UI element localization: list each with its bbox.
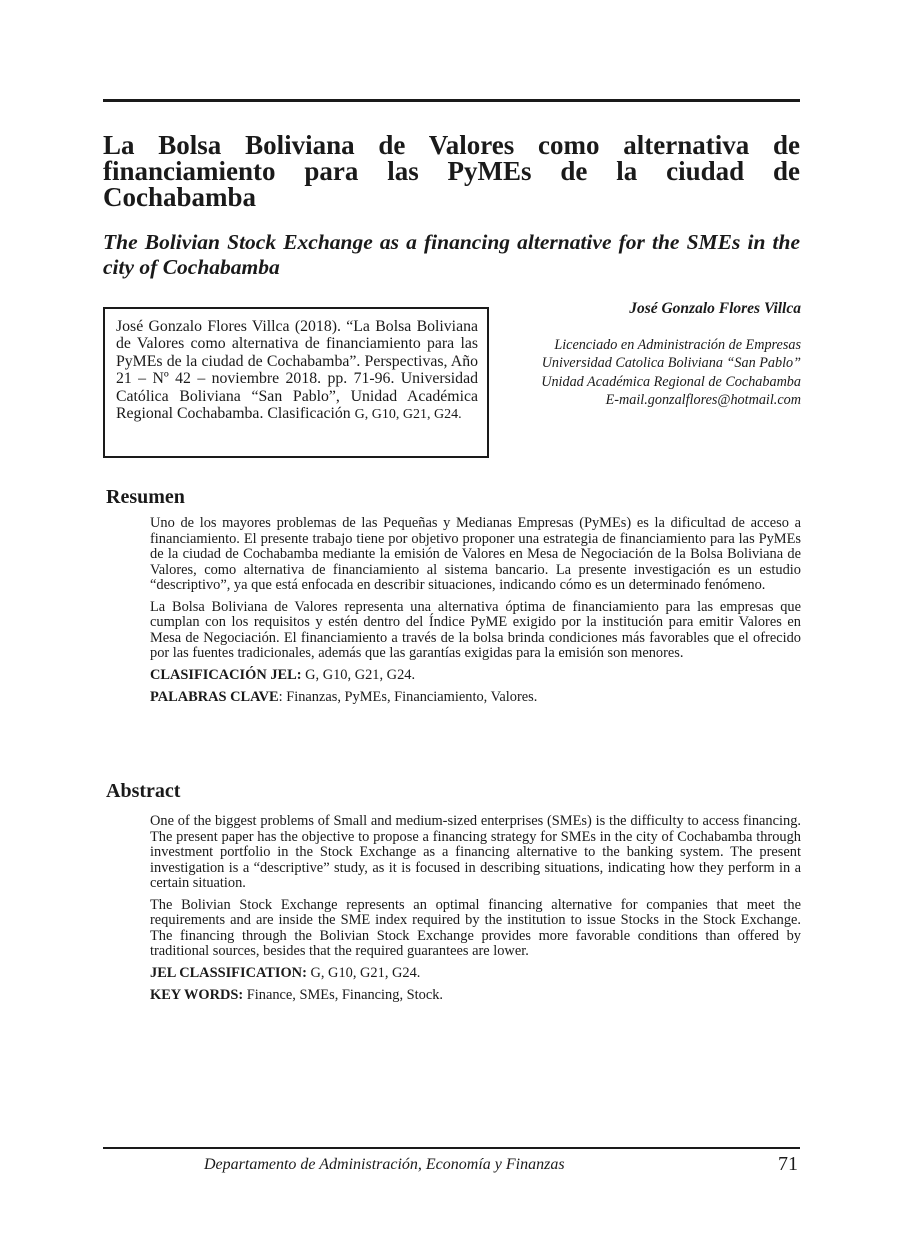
resumen-jel-line	[150, 668, 801, 684]
resumen-paragraph-2: La Bolsa Boliviana de Valores representa una alternativa óptima de financiamiento para las empresas que cumplan con los requisitos y estén dentro del Índice PyME exigido por la institución para emitir Valores en Mesa de Negociación. El financiamiento a través de la bolsa brinda condiciones más favorables que el ofrecido por las fuentes tradicionales, además que las garantías exigidas para la emisión son menores.	[150, 598, 801, 661]
abstract-keywords-label: KEY WORDS:	[150, 987, 244, 1003]
citation-text: José Gonzalo Flores Villca (2018). “La Bolsa Boliviana de Valores como alternativa de financiamiento para las PyMEs de la ciudad de Cochabamba”. Perspectivas, Año 21 – Nº 42 – noviembre 2018. pp. 71-96. Universidad Católica Boliviana “San Pablo”, Unidad Académica Regional Cochabamba. Clasificación	[116, 318, 478, 423]
abstract-paragraph-1: One of the biggest problems of Small and medium-sized enterprises (SMEs) is the difficulty to access financing. The present paper has the objective to propose a financing strategy for SMEs in the city of Cochabamba through investment portfolio in the Stock Exchange as a financing alternative to the banking system. The present investigation is a “descriptive” study, as it is focused in describing situations, indicating how they perform in a certain situation.	[150, 813, 801, 891]
affiliation-degree: Licenciado en Administración de Empresas	[554, 337, 801, 353]
citation-classification: G, G10, G21, G24.	[354, 407, 462, 423]
affiliation-university: Universidad Catolica Boliviana “San Pablo”	[541, 355, 801, 372]
resumen-heading: Resumen	[106, 486, 185, 508]
author-name: José Gonzalo Flores Villca	[629, 300, 801, 317]
abstract-jel-value: G, G10, G21, G24.	[306, 964, 421, 981]
resumen-body	[150, 516, 801, 713]
resumen-keywords-value: : Finanzas, PyMEs, Financiamiento, Valores.	[278, 689, 538, 705]
author-block	[490, 300, 801, 410]
abstract-paragraph-2: The Bolivian Stock Exchange represents an optimal financing alternative for companies that meet the requirements and are inside the SME index required by the institution to issue Stocks in the Stock Exchange. The financing through the Bolivian Stock Exchange provides more favorable conditions than offered by traditional sources, besides that the required guarantees are lower.	[150, 896, 801, 959]
resumen-keywords-label: PALABRAS CLAVE	[150, 689, 279, 705]
resumen-keywords-line	[150, 690, 801, 706]
affiliation-email: E-mail.gonzalflores@hotmail.com	[605, 392, 801, 409]
author-affiliation	[490, 336, 801, 410]
abstract-jel-line	[150, 966, 801, 982]
abstract-keywords-line	[150, 988, 801, 1004]
footer-rule	[103, 1147, 800, 1149]
resumen-jel-label: CLASIFICACIÓN JEL:	[150, 666, 302, 683]
abstract-heading: Abstract	[106, 780, 181, 802]
footer-department: Departamento de Administración, Economía y Finanzas	[204, 1156, 565, 1173]
citation-box	[103, 307, 489, 458]
abstract-jel-label: JEL CLASSIFICATION:	[150, 964, 307, 981]
top-rule	[103, 99, 800, 102]
resumen-paragraph-1: Uno de los mayores problemas de las Pequeñas y Medianas Empresas (PyMEs) es la dificultad de acceso a financiamiento. El presente trabajo tiene por objetivo proponer una estrategia de financiamiento para las PyMEs de la ciudad de Cochabamba mediante la emisión de Valores en Mesa de Negociación de la Bolsa Boliviana de Valores, como alternativa de financiamiento al sistema bancario. La presente investigación es un estudio “descriptivo”, ya que está enfocada en describir situaciones, indicando cómo es un determinado fenómeno.	[150, 515, 801, 593]
page-number: 71	[778, 1153, 798, 1175]
resumen-jel-value: G, G10, G21, G24.	[301, 666, 416, 683]
abstract-body	[150, 814, 801, 1011]
abstract-keywords-value: Finance, SMEs, Financing, Stock.	[243, 987, 444, 1003]
paper-subtitle-english: The Bolivian Stock Exchange as a financing alternative for the SMEs in the city of Cochabamba	[103, 230, 800, 279]
affiliation-unit: Unidad Académica Regional de Cochabamba	[541, 373, 801, 390]
paper-title: La Bolsa Boliviana de Valores como alternativa de financiamiento para las PyMEs de la ciudad de Cochabamba	[103, 130, 800, 212]
